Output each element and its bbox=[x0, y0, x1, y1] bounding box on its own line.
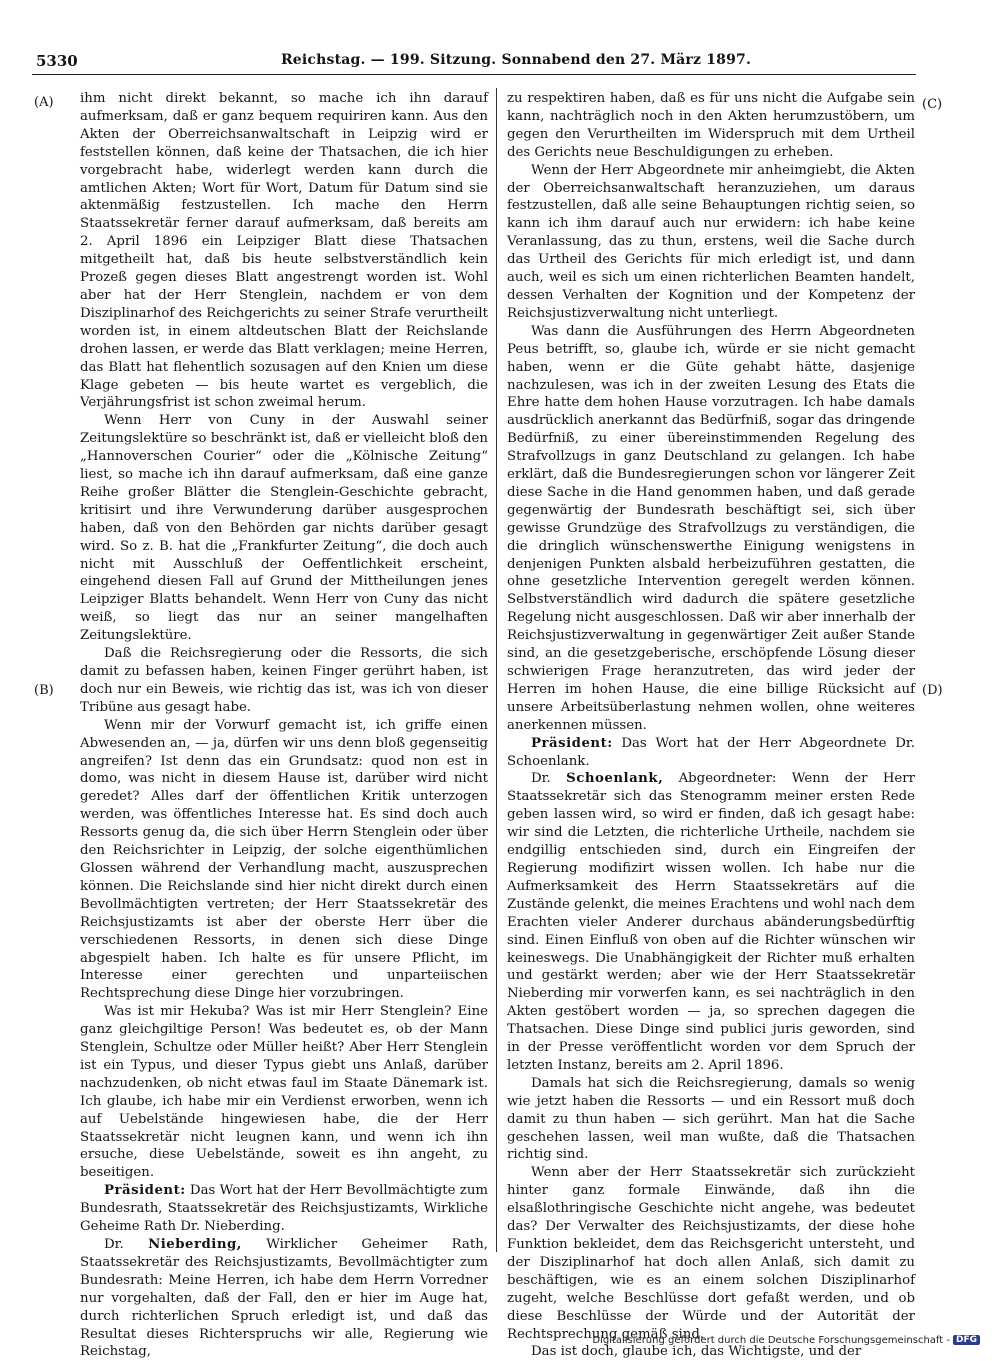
digitization-credit bbox=[592, 1335, 980, 1349]
paragraph: Daß die Reichsregierung oder die Ressorts, die sich damit zu befassen haben, keinen Finger gerührt haben, ist doch nur ein Beweis, wie richtig das ist, was ich von dieser Tribüne aus gesagt habe. bbox=[80, 646, 488, 715]
paragraph bbox=[80, 1182, 488, 1236]
paragraph bbox=[507, 735, 915, 771]
credit-text: Digitalisierung gefördert durch die Deutsche Forschungsgemeinschaft - bbox=[592, 1335, 950, 1346]
speaker-name: Präsident: bbox=[531, 735, 613, 751]
margin-mark-c: (C) bbox=[922, 97, 943, 112]
paragraph: ihm nicht direkt bekannt, so mache ich ihn darauf aufmerksam, daß er ganz bequem requiriren kann. Aus den Akten der Oberreichsanwaltschaft in Leipzig wird er feststellen können, daß keine der Thatsachen, die ich hier vorgebracht habe, widerlegt werden kann durch die amtlichen Akten; Wort für Wort, Datum für Datum sind sie aktenmäßig festzustellen. Ich mache den Herrn Staatssekretär ferner darauf aufmerksam, daß bereits am 2. April 1896 ein Leipziger Blatt diese Thatsachen mitgetheilt hat, daß bis heute selbstverständlich kein Prozeß gegen dieses Blatt angestrengt worden ist. Wohl aber hat der Herr Stenglein, nachdem er von dem Disziplinarhof des Reichgerichts zu seiner Strafe verurtheilt worden ist, in einem altdeutschen Blatt der Reichslande drohen lassen, er werde das Blatt verklagen; meine Herren, das Blatt hat flehentlich sozusagen auf den Knien um diese Klage gebeten — bis heute wartet es vergeblich, die Verjährungsfrist ist schon zweimal herum. bbox=[80, 91, 488, 411]
speaker-name: Präsident: bbox=[104, 1183, 186, 1199]
paragraph: Was dann die Ausführungen des Herrn Abgeordneten Peus betrifft, so, glaube ich, würde er sie nicht gemacht haben, wenn er die Güte gehabt hätte, dasjenige nachzulesen, was ich in der zweiten Lesung des Etats die Ehre hatte dem hohen Hause vorzutragen. Ich habe damals ausdrücklich anerkannt das Bedürfniß, sogar das dringende Bedürfniß, zu einer übereinstimmenden Regelung des Strafvollzugs in ganz Deutschland zu gelangen. Ich habe erklärt, daß die Bundesregierungen schon vor längerer Zeit diese Sache in die Hand genommen haben, und daß gerade gegenwärtig der Bundesrath beschäftigt sei, sich über gewisse Grundzüge des Strafvollzugs zu verständigen, die die dringlich wünschenswerthe Einigung wenigstens in denjenigen Punkten alsbald herbeizuführen gestatten, die ohne gesetzliche Intervention geregelt werden können. Selbstverständlich wird dadurch die spätere gesetzliche Regelung nicht ausgeschlossen. Daß wir aber innerhalb der Reichsjustizverwaltung in gegenwärtiger Zeit außer Stande sind, an die gesetzgeberische, erschöpfende Lösung dieser schwierigen Frage heranzutreten, das wird jeder der Herren im hohen Hause, die eine billige Rücksicht auf unsere Arbeitsüberlastung nehmen wollen, ohne weiteres anerkennen müssen. bbox=[507, 323, 915, 733]
paragraph bbox=[80, 1236, 488, 1361]
speech-text: Wirklicher Geheimer Rath, Staatssekretär des Reichsjustizamts, Bevollmächtigter zum Bundesrath: Meine Herren, ich habe dem Herrn Vorredner nur vorgehalten, daß der Fall, den er hier im Auge hat, durch richterlichen Spruch erledigt ist, und daß das Resultat dieses Richterspruchs wir alle, Regierung wie Reichstag, bbox=[80, 1237, 488, 1360]
paragraph: Das ist doch, glaube ich, das Wichtigste, und der bbox=[531, 1344, 862, 1360]
left-column bbox=[80, 90, 488, 1360]
paragraph bbox=[507, 770, 915, 1074]
page-header bbox=[36, 52, 916, 74]
page-number: 5330 bbox=[36, 52, 78, 70]
paragraph: Damals hat sich die Reichsregierung, damals so wenig wie jetzt haben die Ressorts — und ein Ressort muß doch damit zu thun haben — sich gerührt. Man hat die Sache geschehen lassen, weil man wußte, daß die Thatsachen richtig sind. bbox=[507, 1075, 915, 1163]
speech-text: Abgeordneter: Wenn der Herr Staatssekretär sich das Stenogramm meiner ersten Rede geben lassen wird, so wird er finden, daß ich gesagt habe: wir sind die Letzten, die richterliche Urtheile, nachdem sie endgillig entschieden sind, durch ein Eingreifen der Regierung modifizirt wissen wollen. Ich habe nur die Aufmerksamkeit des Herrn Staatssekretärs auf die Zustände gelenkt, die meines Erachtens und wohl nach dem Erachten vieler Anderer durchaus abänderungsbedürftig sind. Einen Einfluß von oben auf die Richter wünschen wir keineswegs. Die Unabhängigkeit der Richter muß erhalten und gestärkt werden; aber wie der Herr Staatssekretär Nieberding mir vorwerfen kann, es sei nachträglich in den Akten gestöbert worden — ja, so sprechen dagegen die Thatsachen. Diese Dinge sind publici juris geworden, sind in der Presse veröffentlicht worden vor dem Spruch der letzten Instanz, bereits am 2. April 1896. bbox=[507, 771, 915, 1073]
dfg-logo-icon: DFG bbox=[953, 1335, 980, 1345]
speaker-title: Dr. bbox=[104, 1237, 149, 1252]
speech-text: Das Wort hat der Herr Abgeordnete Dr. Schoenlank. bbox=[507, 735, 915, 769]
paragraph: Wenn Herr von Cuny in der Auswahl seiner Zeitungslektüre so beschränkt ist, daß er vielleicht bloß den „Hannoverschen Courier“ oder die „Kölnische Zeitung“ liest, so mache ich ihn darauf aufmerksam, daß eine ganze Reihe großer Blätter die Stenglein-Geschichte gebracht, kritisirt und ihre Verwunderung darüber ausgesprochen haben, daß von den Behörden gar nichts darüber gesagt wird. So z. B. hat die „Frankfurter Zeitung“, die doch auch nicht mit Ausschluß der Oeffentlichkeit erscheint, eingehend diesen Fall auf Grund der Mittheilungen jenes Leipziger Blatts behandelt. Wenn Herr von Cuny das nicht weiß, so liegt das nur an seiner mangelhaften Zeitungslektüre. bbox=[80, 413, 488, 644]
margin-mark-b: (B) bbox=[34, 683, 54, 698]
speaker-name: Schoenlank, bbox=[566, 771, 664, 787]
paragraph: Was ist mir Hekuba? Was ist mir Herr Stenglein? Eine ganz gleichgiltige Person! Was bedeutet es, ob der Mann Stenglein, Schultze oder Müller heißt? Aber Herr Stenglein ist ein Typus, und dieser Typus giebt uns Anlaß, darüber nachzudenken, ob nicht etwas faul im Staate Dänemark ist. Ich glaube, ich habe mir ein Verdienst erworben, wenn ich auf Uebelstände hingewiesen habe, die der Herr Staatssekretär nicht leugnen kann, und wenn ich ihn ersuche, diese Uebelstände, soweit es ihn angeht, zu beseitigen. bbox=[80, 1004, 488, 1181]
column-divider bbox=[496, 88, 497, 1252]
margin-mark-d: (D) bbox=[922, 683, 943, 698]
running-head: Reichstag. — 199. Sitzung. Sonnabend den 27. März 1897. bbox=[280, 52, 752, 68]
header-rule bbox=[32, 74, 916, 75]
paragraph: Wenn mir der Vorwurf gemacht ist, ich griffe einen Abwesenden an, — ja, dürfen wir uns denn bloß gegenseitig angreifen? Ist denn das ein Grundsatz: quod non est in domo, was nicht in diesem Hause ist, darüber wird nicht geredet? Alles darf der öffentlichen Kritik unterzogen werden, was öffentliches Interesse hat. Es sind doch auch Ressorts genug da, die sich über Herrn Stenglein oder über den Reichsrichter in Leipzig, der solche eigenthümlichen Glossen während der Verhandlung macht, auszusprechen können. Die Reichslande sind hier nicht direkt durch einen Bevollmächtigten vertreten; der Herr Staatssekretär des Reichsjustizamts ist aber der oberste Herr über die verschiedenen Ressorts, in denen sich diese Dinge abgespielt haben. Ich halte es für unsere Pflicht, im Interesse einer gerechten und unparteiischen Rechtsprechung diese Dinge hier vorzubringen. bbox=[80, 717, 488, 1002]
paragraph: Wenn aber der Herr Staatssekretär sich zurückzieht hinter ganz formale Einwände, daß ihn die elsaßlothringische Geschichte nicht angehe, was bedeutet das? Der Verwalter des Reichsjustizamts, der diese hohe Funktion bekleidet, dem das Reichsgericht untersteht, und der Disziplinarhof hat doch allen Anlaß, sich damit zu beschäftigen, wie es an einem solchen Disziplinarhof zugeht, welche Beschlüsse dort gefaßt werden, und ob diese Beschlüsse der Würde und der Autorität der Rechtsprechung gemäß sind. bbox=[507, 1165, 915, 1342]
margin-mark-a: (A) bbox=[34, 95, 54, 110]
paragraph: zu respektiren haben, daß es für uns nicht die Aufgabe sein kann, nachträglich noch in den Akten herumzustöbern, um gegen den Verurtheilten im Widerspruch mit dem Urtheil des Gerichts neue Beschuldigungen zu erheben. bbox=[507, 91, 915, 160]
paragraph: Wenn der Herr Abgeordnete mir anheimgiebt, die Akten der Oberreichsanwaltschaft heranzuziehen, um daraus festzustellen, daß alle seine Behauptungen richtig seien, so kann ich ihm darauf auch nur erwidern: ich habe keine Veranlassung, das zu thun, erstens, weil die Sache durch das Urtheil des Gerichts für mich erledigt ist, und dann auch, weil es sich um einen richterlichen Beamten handelt, dessen Verhalten der Kognition und der Kompetenz der Reichsjustizverwaltung nicht unterliegt. bbox=[507, 162, 915, 321]
speech-text: Das Wort hat der Herr Bevollmächtigte zum Bundesrath, Staatssekretär des Reichsjustizamts, Wirkliche Geheime Rath Dr. Nieberding. bbox=[80, 1183, 488, 1235]
speaker-name: Nieberding, bbox=[148, 1237, 242, 1252]
speaker-title: Dr. bbox=[531, 771, 567, 787]
